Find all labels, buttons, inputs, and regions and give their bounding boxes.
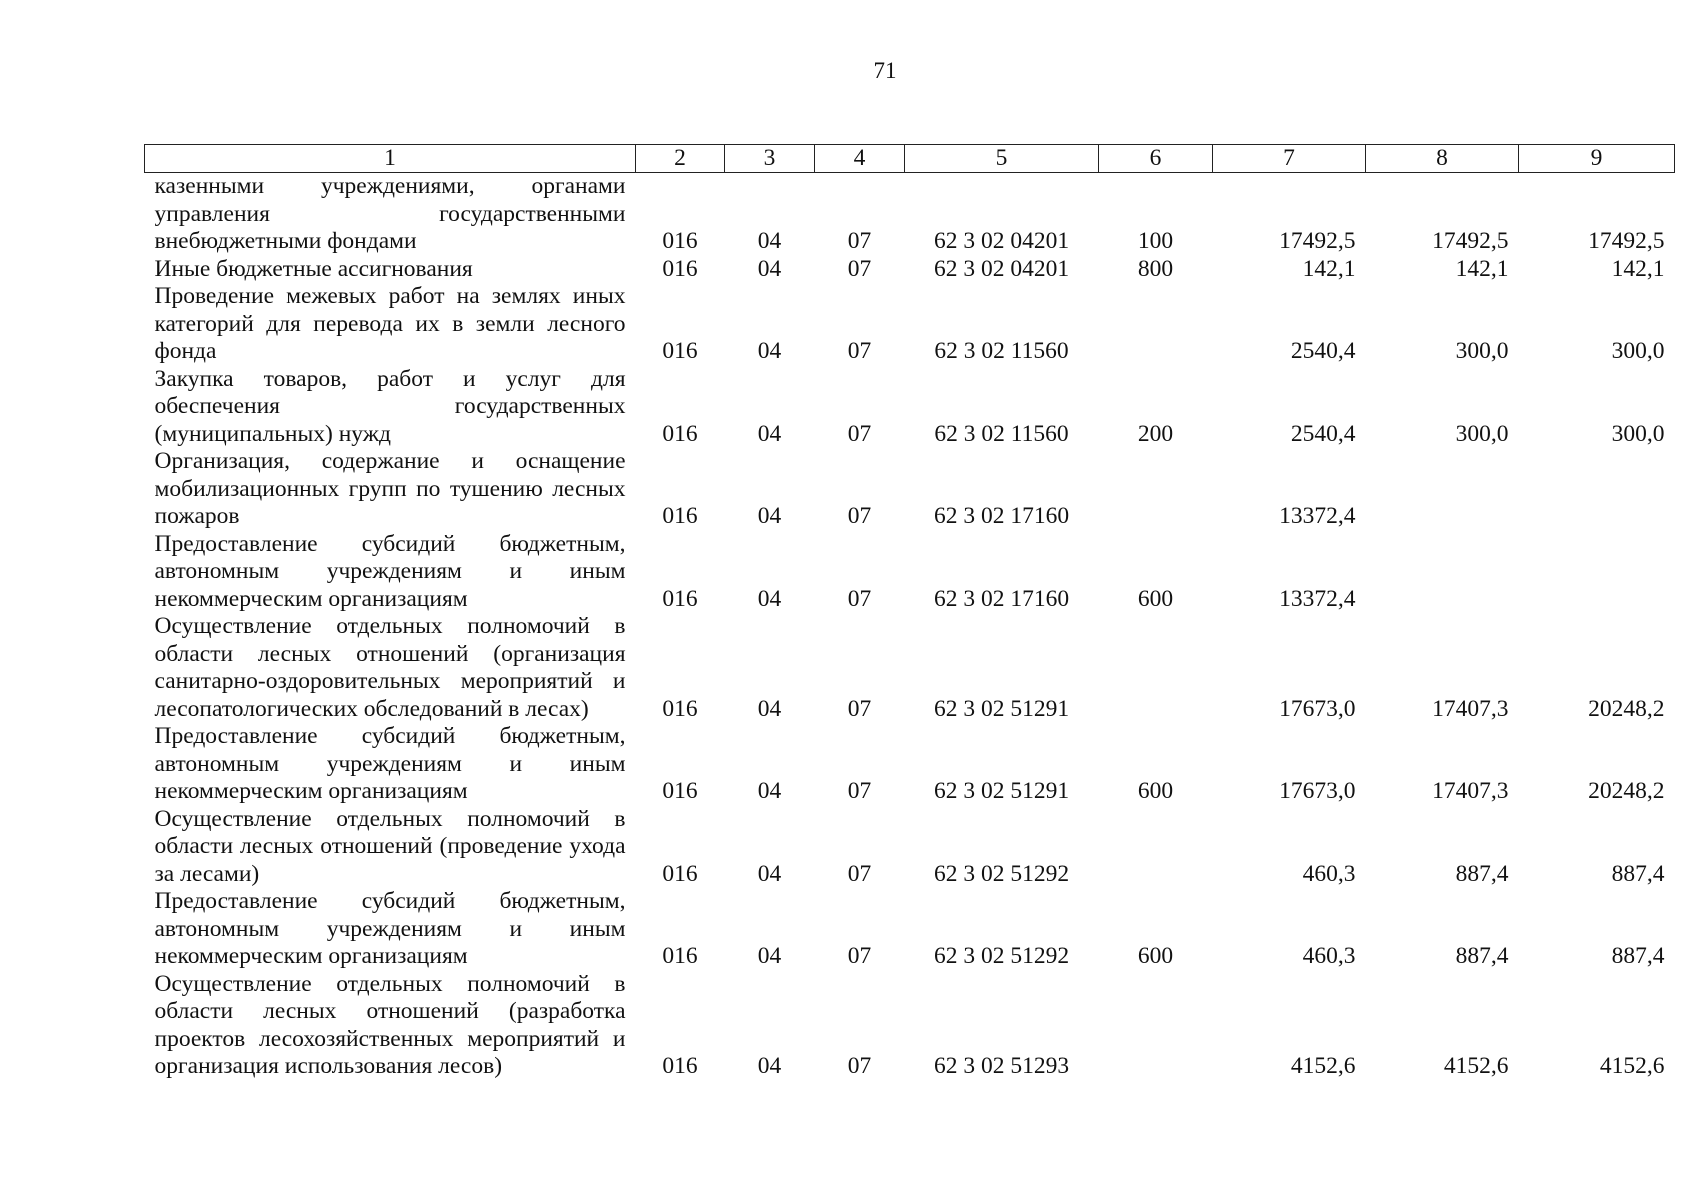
row-amount-col9: 887,4	[1611, 860, 1665, 887]
row-ministry-code: 016	[662, 778, 698, 804]
row-name: Предоставление субсидий бюджетным, автономным учреждениям и иным некоммерческим организациям	[154, 530, 626, 612]
row-target-item: 62 3 02 17160	[933, 503, 1070, 529]
row-amount-col7: 4152,6	[1290, 1053, 1356, 1079]
row-name: Иные бюджетные ассигнования	[154, 255, 473, 282]
table-body	[145, 173, 1675, 1081]
row-expense-type: 600	[1137, 585, 1174, 612]
row-subsection: 07	[847, 860, 872, 887]
row-target-item: 62 3 02 51291	[933, 778, 1070, 804]
row-amount-col7: 2540,4	[1290, 338, 1356, 364]
header-col-9: 9	[1519, 145, 1675, 173]
row-ministry-code: 016	[662, 943, 698, 969]
row-ministry-code: 016	[662, 228, 698, 254]
header-col-8: 8	[1366, 145, 1519, 173]
row-expense-type: 600	[1137, 943, 1174, 969]
row-subsection: 07	[847, 943, 872, 969]
table-row	[145, 256, 1675, 284]
row-target-item: 62 3 02 04201	[933, 255, 1070, 282]
row-target-item: 62 3 02 51292	[933, 943, 1070, 969]
table-row	[145, 283, 1675, 366]
table-row	[145, 971, 1675, 1081]
row-target-item: 62 3 02 51291	[933, 695, 1070, 722]
row-amount-col8: 4152,6	[1443, 1053, 1509, 1079]
row-section: 04	[757, 585, 782, 612]
header-col-7: 7	[1213, 145, 1366, 173]
row-section: 04	[757, 255, 782, 282]
row-expense-type: 800	[1137, 255, 1174, 282]
header-col-5: 5	[905, 145, 1099, 173]
budget-table	[144, 144, 1675, 1081]
row-amount-col8: 887,4	[1455, 943, 1509, 969]
row-amount-col7: 2540,4	[1290, 420, 1356, 447]
row-expense-type	[1099, 613, 1213, 723]
row-expense-type: 600	[1137, 778, 1174, 804]
row-target-item: 62 3 02 17160	[933, 585, 1070, 612]
table-row	[145, 448, 1675, 531]
row-section: 04	[757, 420, 782, 447]
table-row	[145, 366, 1675, 449]
row-ministry-code: 016	[662, 585, 698, 612]
row-subsection: 07	[847, 228, 872, 254]
row-amount-col7: 142,1	[1302, 255, 1356, 282]
row-subsection: 07	[847, 420, 872, 447]
row-expense-type	[1099, 806, 1213, 889]
row-section: 04	[757, 860, 782, 887]
row-ministry-code: 016	[662, 860, 698, 887]
table-row	[145, 173, 1675, 256]
row-expense-type: 100	[1137, 228, 1174, 254]
row-amount-col8: 17407,3	[1432, 695, 1509, 722]
row-name: Предоставление субсидий бюджетным, автономным учреждениям и иным некоммерческим организациям	[154, 723, 626, 804]
row-section: 04	[757, 503, 782, 529]
row-name: Закупка товаров, работ и услуг для обеспечения государственных (муниципальных) нужд	[154, 365, 626, 447]
row-expense-type	[1099, 283, 1213, 366]
header-col-4: 4	[815, 145, 905, 173]
header-col-6: 6	[1099, 145, 1213, 173]
row-ministry-code: 016	[662, 503, 698, 529]
row-amount-col8	[1366, 448, 1519, 531]
row-amount-col9: 300,0	[1611, 420, 1665, 447]
row-name: Организация, содержание и оснащение мобилизационных групп по тушению лесных пожаров	[154, 448, 626, 529]
row-target-item: 62 3 02 11560	[934, 420, 1069, 447]
row-ministry-code: 016	[662, 695, 698, 722]
row-expense-type	[1099, 448, 1213, 531]
row-name: Осуществление отдельных полномочий в области лесных отношений (разработка проектов лесохозяйственных мероприятий и организация использования лесов)	[154, 970, 626, 1079]
row-section: 04	[757, 228, 782, 254]
row-ministry-code: 016	[662, 1053, 698, 1079]
row-amount-col9: 300,0	[1611, 338, 1665, 364]
header-col-1: 1	[145, 145, 636, 173]
row-amount-col8: 17407,3	[1432, 778, 1509, 804]
table-row	[145, 531, 1675, 614]
header-row	[145, 145, 1675, 173]
row-amount-col7: 17492,5	[1279, 228, 1356, 254]
row-amount-col9: 20248,2	[1588, 778, 1665, 804]
row-subsection: 07	[847, 585, 872, 612]
row-amount-col9: 20248,2	[1588, 695, 1665, 722]
header-col-3: 3	[725, 145, 815, 173]
row-amount-col9	[1519, 448, 1675, 531]
row-target-item: 62 3 02 11560	[934, 338, 1069, 364]
row-section: 04	[757, 695, 782, 722]
row-section: 04	[757, 943, 782, 969]
row-amount-col8: 887,4	[1455, 860, 1509, 887]
row-section: 04	[757, 778, 782, 804]
row-ministry-code: 016	[662, 255, 698, 282]
row-expense-type	[1099, 971, 1213, 1081]
row-amount-col7: 17673,0	[1279, 778, 1356, 804]
row-amount-col8: 17492,5	[1432, 228, 1509, 254]
row-subsection: 07	[847, 695, 872, 722]
row-target-item: 62 3 02 51293	[933, 1053, 1070, 1079]
row-name: казенными учреждениями, органами управления государственными внебюджетными фондами	[154, 173, 626, 254]
row-name: Осуществление отдельных полномочий в области лесных отношений (проведение ухода за лесами)	[154, 805, 626, 887]
page-number: 71	[873, 58, 897, 83]
row-amount-col7: 460,3	[1302, 860, 1356, 887]
row-amount-col8	[1366, 531, 1519, 614]
row-section: 04	[757, 338, 782, 364]
table-row	[145, 888, 1675, 971]
row-amount-col9: 4152,6	[1599, 1053, 1665, 1079]
row-ministry-code: 016	[662, 420, 698, 447]
row-target-item: 62 3 02 04201	[933, 228, 1070, 254]
row-amount-col8: 142,1	[1455, 255, 1509, 282]
row-amount-col8: 300,0	[1455, 338, 1509, 364]
row-amount-col9	[1519, 531, 1675, 614]
row-name: Осуществление отдельных полномочий в области лесных отношений (организация санитарно-оздоровительных мероприятий и лесопатологических обследований в лесах)	[154, 613, 626, 722]
row-amount-col7: 13372,4	[1279, 585, 1356, 612]
row-ministry-code: 016	[662, 338, 698, 364]
row-amount-col7: 17673,0	[1279, 695, 1356, 722]
table-row	[145, 613, 1675, 723]
row-subsection: 07	[847, 778, 872, 804]
row-expense-type: 200	[1137, 420, 1174, 447]
row-section: 04	[757, 1053, 782, 1079]
row-amount-col7: 13372,4	[1279, 503, 1356, 529]
row-amount-col9: 887,4	[1611, 943, 1665, 969]
table-row	[145, 723, 1675, 806]
row-amount-col9: 17492,5	[1588, 228, 1665, 254]
table-row	[145, 806, 1675, 889]
row-amount-col9: 142,1	[1611, 255, 1665, 282]
row-subsection: 07	[847, 503, 872, 529]
row-name: Проведение межевых работ на землях иных категорий для перевода их в земли лесного фонда	[154, 283, 626, 364]
row-amount-col7: 460,3	[1302, 943, 1356, 969]
row-target-item: 62 3 02 51292	[933, 860, 1070, 887]
row-name: Предоставление субсидий бюджетным, автономным учреждениям и иным некоммерческим организациям	[154, 888, 626, 969]
row-subsection: 07	[847, 255, 872, 282]
row-amount-col8: 300,0	[1455, 420, 1509, 447]
row-subsection: 07	[847, 338, 872, 364]
row-subsection: 07	[847, 1053, 872, 1079]
header-col-2: 2	[636, 145, 725, 173]
table-header	[145, 145, 1675, 173]
